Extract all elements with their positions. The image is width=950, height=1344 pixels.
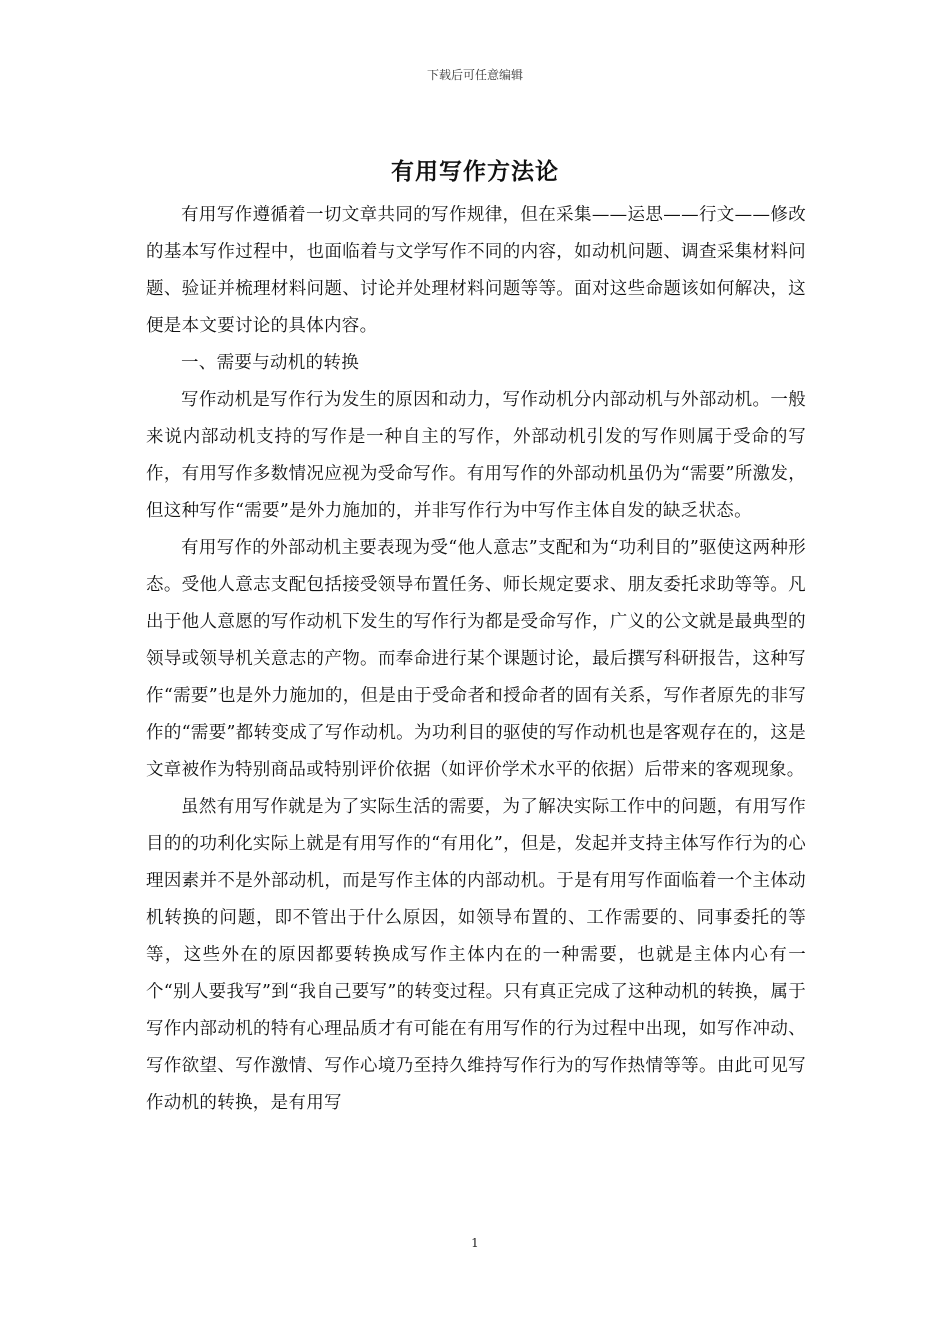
paragraph-motivation-conversion: 虽然有用写作就是为了实际生活的需要，为了解决实际工作中的问题，有用写作目的的功利化实际上就是有用写作的“有用化”，但是，发起并支持主体写作行为的心理因素并不是外部动机，而是写作主体的内部动机。于是有用写作面临着一个主体动机转换的问题，即不管出于什么原因，如领导布置的、工作需要的、同事委托的等等，这些外在的原因都要转换成写作主体内在的一种需要，也就是主体内心有一个“别人要我写”到“我自己要写”的转变过程。只有真正完成了这种动机的转换，属于写作内部动机的特有心理品质才有可能在有用写作的行为过程中出现，如写作冲动、写作欲望、写作激情、写作心境乃至持久维持写作行为的写作热情等等。由此可见写作动机的转换，是有用写 — [146, 797, 806, 1113]
paragraph-motivation: 写作动机是写作行为发生的原因和动力，写作动机分内部动机与外部动机。一般来说内部动机支持的写作是一种自主的写作，外部动机引发的写作则属于受命的写作，有用写作多数情况应视为受命写作。有用写作的外部动机虽仍为“需要”所激发，但这种写作“需要”是外力施加的，并非写作行为中写作主体自发的缺乏状态。 — [146, 390, 806, 521]
page-header: 下载后可任意编辑 — [426, 68, 523, 82]
paragraph-intro: 有用写作遵循着一切文章共同的写作规律，但在采集——运思——行文——修改的基本写作过程中，也面临着与文学写作不同的内容，如动机问题、调查采集材料问题、验证并梳理材料问题、讨论并处理材料问题等等。面对这些命题该如何解决，这便是本文要讨论的具体内容。 — [146, 205, 806, 336]
document-title: 有用写作方法论 — [391, 159, 559, 185]
document-body — [146, 197, 806, 1122]
page-number: 1 — [471, 1236, 479, 1250]
section-heading-1: 一、需要与动机的转换 — [181, 353, 359, 373]
paragraph-external-motivation: 有用写作的外部动机主要表现为受“他人意志”支配和为“功利目的”驱使这两种形态。受他人意志支配包括接受领导布置任务、师长规定要求、朋友委托求助等等。凡出于他人意愿的写作动机下发生的写作行为都是受命写作，广义的公文就是最典型的领导或领导机关意志的产物。而奉命进行某个课题讨论，最后撰写科研报告，这种写作“需要”也是外力施加的，但是由于受命者和授命者的固有关系，写作者原先的非写作的“需要”都转变成了写作动机。为功利目的驱使的写作动机也是客观存在的，这是文章被作为特别商品或特别评价依据（如评价学术水平的依据）后带来的客观现象。 — [146, 538, 806, 780]
